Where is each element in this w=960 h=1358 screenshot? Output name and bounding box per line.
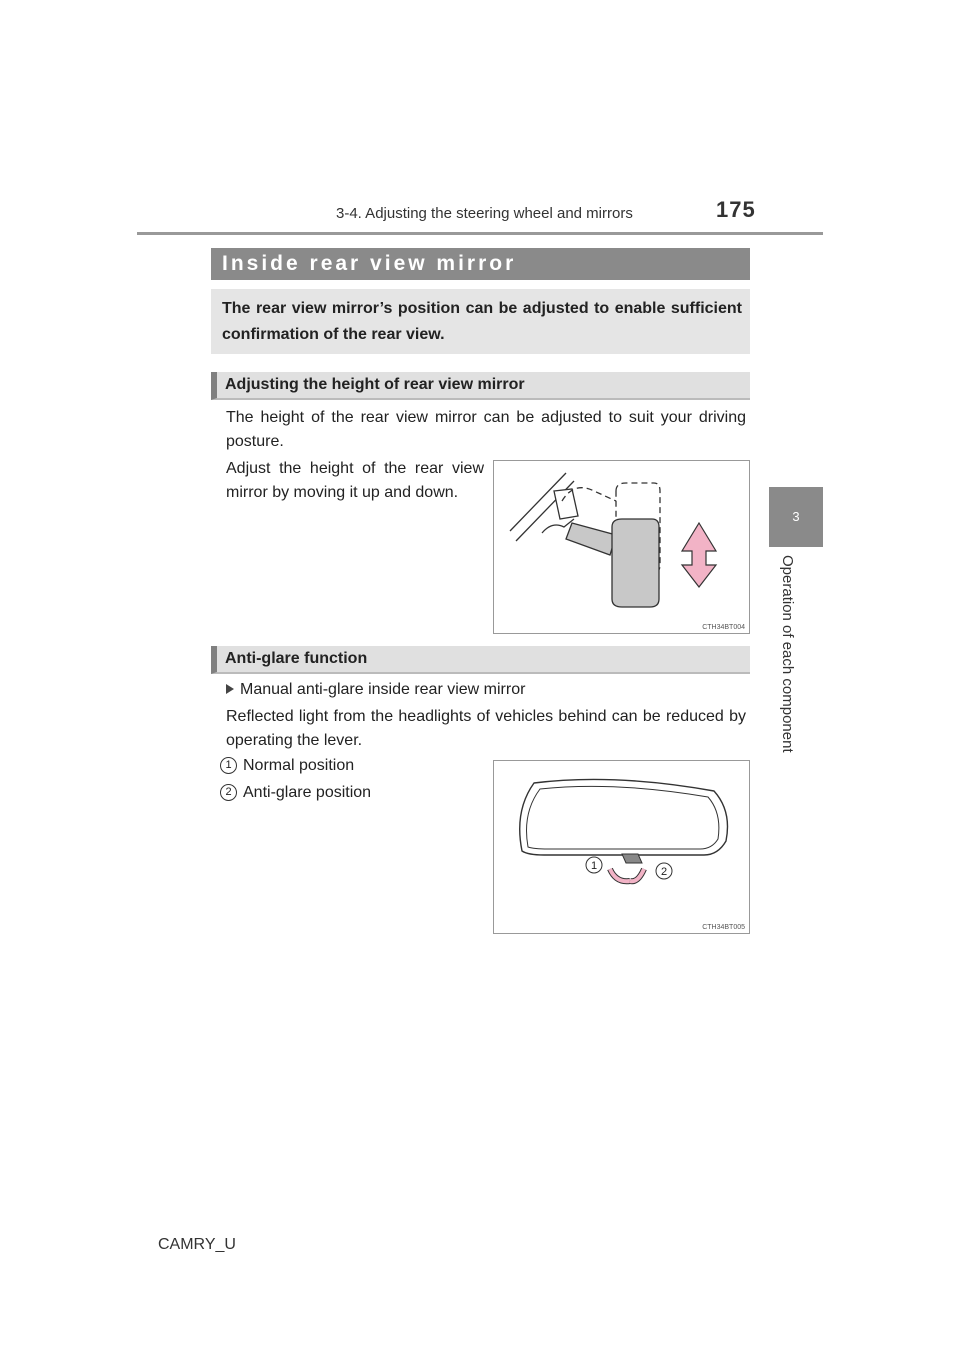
item-number-1: 1	[220, 757, 237, 774]
mirror-height-illustration	[494, 461, 749, 633]
mirror-anti-glare-illustration	[494, 761, 749, 933]
anti-glare-heading: Anti-glare function	[225, 650, 368, 667]
section-title: Inside rear view mirror	[222, 252, 517, 275]
figure-code: CTH34BT005	[702, 924, 745, 931]
figure-code: CTH34BT004	[702, 624, 745, 631]
anti-glare-heading-bar	[211, 646, 750, 674]
anti-glare-figure	[493, 760, 750, 934]
anti-glare-bullet-text: Manual anti-glare inside rear view mirror	[240, 681, 526, 698]
height-adjust-figure	[493, 460, 750, 634]
chapter-side-label: Operation of each component	[779, 555, 796, 753]
figure-label-2: 2	[660, 866, 668, 878]
anti-glare-bullet	[226, 678, 525, 702]
height-adjust-heading: Adjusting the height of rear view mirror	[225, 376, 525, 393]
item-label-normal: Normal position	[243, 757, 355, 774]
anti-glare-paragraph: Reflected light from the headlights of vehicles behind can be reduced by operating the lever.	[226, 708, 746, 749]
header-rule	[137, 232, 823, 235]
bullet-triangle-icon	[226, 684, 234, 694]
height-adjust-paragraph: The height of the rear view mirror can be adjusted to suit your driving posture.	[226, 409, 746, 450]
item-label-antiglare: Anti-glare position	[243, 784, 372, 801]
height-adjust-heading-bar	[211, 372, 750, 400]
chapter-title: 3-4. Adjusting the steering wheel and mirrors	[336, 205, 633, 222]
intro-text: The rear view mirror’s position can be adjusted to enable sufficient confirmation of the rear view.	[222, 300, 742, 343]
page-number: 175	[716, 197, 756, 222]
item-number-2: 2	[220, 784, 237, 801]
figure-label-1: 1	[590, 860, 598, 872]
footer-model: CAMRY_U	[158, 1236, 236, 1253]
chapter-tab: 3	[769, 487, 823, 547]
height-adjust-instruction: Adjust the height of the rear view mirror by moving it up and down.	[226, 460, 484, 501]
